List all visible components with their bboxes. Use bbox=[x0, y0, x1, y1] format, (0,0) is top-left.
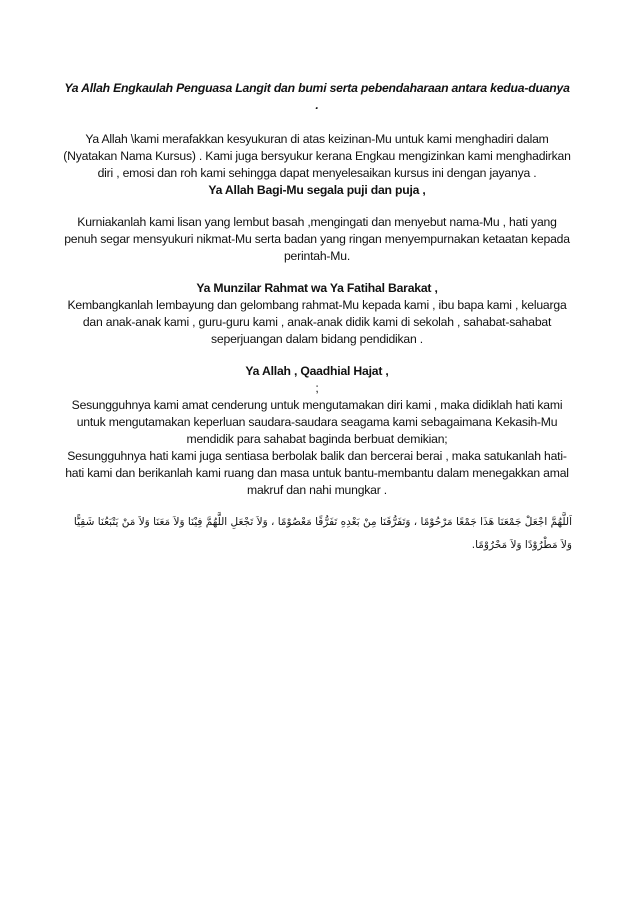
doa-title: Ya Allah Engkaulah Penguasa Langit dan bumi serta pebendaharaan antara kedua-duanya . bbox=[64, 81, 570, 112]
doa-text-block bbox=[62, 80, 572, 557]
heading-puji: Ya Allah Bagi-Mu segala puji dan puja , bbox=[208, 183, 426, 197]
semicolon-mark: ; bbox=[315, 381, 319, 395]
heading-rahmat: Ya Munzilar Rahmat wa Ya Fatihal Barakat , bbox=[196, 281, 438, 295]
paragraph-kesyukuran: Ya Allah \kami merafakkan kesyukuran di atas keizinan-Mu untuk kami menghadiri dalam (Nyatakan Nama Kursus) . Kami juga bersyukur kerana Engkau mengizinkan kami menghadirkan diri , emosi dan roh kami sehingga dapat menyelesaikan kursus ini dengan jayanya . bbox=[63, 132, 571, 180]
heading-hajat: Ya Allah , Qaadhial Hajat , bbox=[245, 364, 389, 378]
paragraph-mengutamakan: Sesungguhnya kami amat cenderung untuk mengutamakan diri kami , maka didiklah hati kami untuk mengutamakan keperluan saudara-saudara seagama kami sebagaimana Kekasih-Mu mendidik para sahabat baginda berbuat demikian; bbox=[71, 398, 563, 446]
paragraph-kurniakan: Kurniakanlah kami lisan yang lembut basah ,mengingati dan menyebut nama-Mu , hati yang penuh segar mensyukuri nikmat-Mu serta badan yang ringan menyempurnakan ketaatan kepada perintah-Mu. bbox=[64, 215, 570, 263]
paragraph-satukan: Sesungguhnya hati kami juga sentiasa berbolak balik dan bercerai berai , maka satukanlah hati-hati kami dan berikanlah kami ruang dan masa untuk bantu-membantu dalam menegakkan amal makruf dan nahi mungkar . bbox=[65, 449, 569, 497]
paragraph-kembangkan: Kembangkanlah lembayung dan gelombang rahmat-Mu kepada kami , ibu bapa kami , keluarga dan anak-anak kami , guru-guru kami , anak-anak didik kami di sekolah , sahabat-sahabat seperjuangan dalam bidang pendidikan . bbox=[67, 298, 567, 346]
arabic-doa: اَللَّهُمَّ اجْعَلْ جَمْعَنَا هَذَا جَمْعًا مَرْحُوْمًا ، وَتَفَرُّقَنَا مِنْ بَعْدِهِ تَفَرُّقًا مَعْصُوْمًا ، وَلاَ تَجْعَلِ اللَّهُمَّ فِيْنَا وَلاَ مَعَنَا وَلاَ مَنْ يَتْبَعُنَا شَقِيًّا وَلاَ مَطْرُوْدًا وَلاَ مَحْرُوْمًا. bbox=[73, 516, 572, 551]
